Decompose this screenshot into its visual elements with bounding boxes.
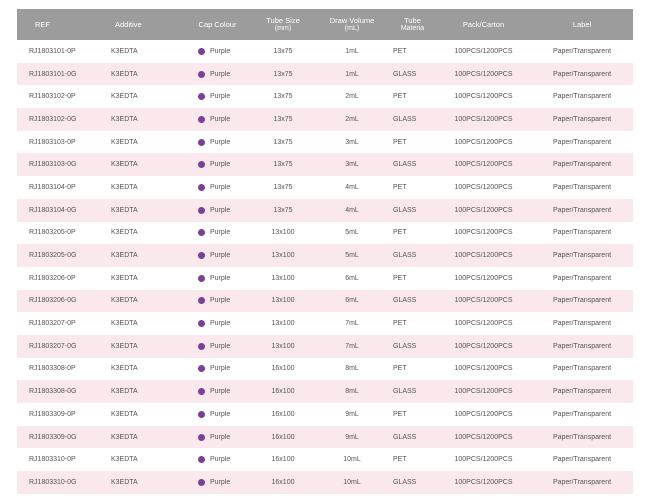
cell-tube-material: PET (393, 456, 407, 464)
header-label: Label (572, 19, 592, 29)
purple-cap-dot-icon (198, 139, 205, 146)
cell-tube-material: GLASS (393, 342, 417, 350)
cell-pack-carton: 100PCS/1200PCS (454, 115, 513, 123)
cell-additive: K3EDTA (111, 229, 138, 237)
table-header (17, 9, 633, 40)
cell-additive: K3EDTA (111, 410, 138, 418)
cell-ref: RJ1803102-0P (29, 93, 76, 101)
cell-cap-colour (184, 161, 251, 168)
purple-cap-dot-icon (198, 479, 205, 486)
cell-cap-colour (184, 93, 251, 100)
purple-cap-dot-icon (198, 343, 205, 350)
cell-ref: RJ1803310-0G (29, 478, 77, 486)
table-row (17, 176, 633, 199)
cell-cap-colour (184, 207, 251, 214)
cell-label: Paper/Transparent (552, 183, 612, 191)
cell-tube-size: 13x75 (273, 93, 293, 101)
cell-additive: K3EDTA (111, 456, 138, 464)
cell-label: Paper/Transparent (552, 410, 612, 418)
cell-tube-material: PET (393, 229, 407, 237)
cell-pack-carton: 100PCS/1200PCS (454, 365, 513, 373)
cell-tube-material: GLASS (393, 478, 417, 486)
purple-cap-dot-icon (198, 71, 205, 78)
cell-draw-volume: 3mL (345, 161, 359, 169)
cell-tube-material: GLASS (393, 70, 417, 78)
cell-draw-volume: 5mL (345, 252, 359, 260)
cell-cap-colour (184, 434, 251, 441)
cell-additive: K3EDTA (111, 388, 138, 396)
table-row (17, 312, 633, 335)
cell-ref: RJ1803104-0G (29, 206, 77, 214)
cell-draw-volume: 7mL (345, 320, 359, 328)
table-row (17, 108, 633, 131)
cell-ref: RJ1803205-0G (29, 252, 77, 260)
cell-tube-size: 16x100 (271, 456, 295, 464)
cell-label: Paper/Transparent (552, 320, 612, 328)
cell-cap-colour (184, 456, 251, 463)
header-tube-material-line1: Tube (404, 15, 421, 25)
cell-additive: K3EDTA (111, 342, 138, 350)
cell-ref: RJ1803102-0G (29, 115, 77, 123)
purple-cap-dot-icon (198, 456, 205, 463)
cell-ref: RJ1803207-0P (29, 320, 76, 328)
cell-ref: RJ1803101-0G (29, 70, 77, 78)
cell-cap-colour (184, 229, 251, 236)
cell-additive: K3EDTA (111, 206, 138, 214)
header-tube-size (251, 17, 315, 33)
cell-tube-material: GLASS (393, 388, 417, 396)
cell-pack-carton: 100PCS/1200PCS (454, 320, 513, 328)
table-row (17, 380, 633, 403)
cap-colour-text: Purple (210, 252, 231, 260)
header-tube-size-unit: (mm) (274, 24, 292, 32)
cell-draw-volume: 3mL (345, 138, 359, 146)
cell-ref: RJ1803308-0P (29, 365, 76, 373)
cell-ref: RJ1803206-0G (29, 297, 77, 305)
cell-draw-volume: 10mL (343, 456, 361, 464)
cell-pack-carton: 100PCS/1200PCS (454, 206, 513, 214)
cell-draw-volume: 1mL (345, 47, 359, 55)
cell-additive: K3EDTA (111, 252, 138, 260)
cell-additive: K3EDTA (111, 433, 138, 441)
header-tube-material (389, 17, 436, 33)
cell-tube-material: GLASS (393, 297, 417, 305)
table-row (17, 335, 633, 358)
table-row (17, 85, 633, 108)
cell-label: Paper/Transparent (552, 274, 612, 282)
cell-ref: RJ1803206-0P (29, 274, 76, 282)
cell-additive: K3EDTA (111, 161, 138, 169)
purple-cap-dot-icon (198, 411, 205, 418)
cell-pack-carton: 100PCS/1200PCS (454, 297, 513, 305)
cell-additive: K3EDTA (111, 183, 138, 191)
purple-cap-dot-icon (198, 365, 205, 372)
table-row (17, 222, 633, 245)
cap-colour-text: Purple (210, 115, 231, 123)
cell-cap-colour (184, 343, 251, 350)
table-row (17, 426, 633, 449)
cell-label: Paper/Transparent (552, 138, 612, 146)
purple-cap-dot-icon (198, 48, 205, 55)
cell-pack-carton: 100PCS/1200PCS (454, 70, 513, 78)
cell-tube-size: 16x100 (271, 433, 295, 441)
cap-colour-text: Purple (210, 478, 231, 486)
cell-tube-size: 13x100 (271, 274, 295, 282)
cell-cap-colour (184, 297, 251, 304)
cell-label: Paper/Transparent (552, 297, 612, 305)
table-row (17, 199, 633, 222)
header-tube-material-line2: Materia (400, 24, 425, 32)
table-row (17, 267, 633, 290)
cell-tube-size: 16x100 (271, 478, 295, 486)
cell-pack-carton: 100PCS/1200PCS (454, 274, 513, 282)
cell-label: Paper/Transparent (552, 456, 612, 464)
cell-ref: RJ1803207-0G (29, 342, 77, 350)
cell-tube-size: 16x100 (271, 410, 295, 418)
table-body (17, 40, 633, 494)
cell-draw-volume: 10mL (343, 478, 361, 486)
purple-cap-dot-icon (198, 161, 205, 168)
cell-tube-material: GLASS (393, 252, 417, 260)
purple-cap-dot-icon (198, 275, 205, 282)
cell-tube-size: 13x100 (271, 342, 295, 350)
cell-tube-material: PET (393, 47, 407, 55)
cell-pack-carton: 100PCS/1200PCS (454, 93, 513, 101)
purple-cap-dot-icon (198, 184, 205, 191)
cell-pack-carton: 100PCS/1200PCS (454, 456, 513, 464)
cell-label: Paper/Transparent (552, 206, 612, 214)
purple-cap-dot-icon (198, 229, 205, 236)
cap-colour-text: Purple (210, 320, 231, 328)
cell-ref: RJ1803309-0G (29, 433, 77, 441)
cell-additive: K3EDTA (111, 478, 138, 486)
cap-colour-text: Purple (210, 297, 231, 305)
cell-pack-carton: 100PCS/1200PCS (454, 138, 513, 146)
cap-colour-text: Purple (210, 342, 231, 350)
cell-additive: K3EDTA (111, 297, 138, 305)
cell-tube-size: 13x75 (273, 47, 293, 55)
cell-tube-size: 13x75 (273, 183, 293, 191)
table-row (17, 63, 633, 86)
cell-label: Paper/Transparent (552, 93, 612, 101)
cell-additive: K3EDTA (111, 138, 138, 146)
cell-additive: K3EDTA (111, 320, 138, 328)
cell-label: Paper/Transparent (552, 388, 612, 396)
cell-tube-material: GLASS (393, 433, 417, 441)
cell-ref: RJ1803103-0G (29, 161, 77, 169)
cell-tube-material: PET (393, 183, 407, 191)
cell-tube-size: 13x100 (271, 252, 295, 260)
cell-label: Paper/Transparent (552, 229, 612, 237)
cell-draw-volume: 1mL (345, 70, 359, 78)
cell-cap-colour (184, 139, 251, 146)
cell-label: Paper/Transparent (552, 70, 612, 78)
cell-label: Paper/Transparent (552, 252, 612, 260)
cell-draw-volume: 5mL (345, 229, 359, 237)
purple-cap-dot-icon (198, 388, 205, 395)
cell-cap-colour (184, 252, 251, 259)
cell-additive: K3EDTA (111, 115, 138, 123)
cell-additive: K3EDTA (111, 93, 138, 101)
cell-cap-colour (184, 411, 251, 418)
cell-cap-colour (184, 320, 251, 327)
cell-label: Paper/Transparent (552, 478, 612, 486)
cell-draw-volume: 6mL (345, 274, 359, 282)
header-pack-carton: Pack/Carton (462, 19, 505, 29)
cell-additive: K3EDTA (111, 70, 138, 78)
cell-draw-volume: 4mL (345, 206, 359, 214)
purple-cap-dot-icon (198, 116, 205, 123)
table-row (17, 40, 633, 63)
cell-tube-material: GLASS (393, 161, 417, 169)
header-ref: REF (35, 19, 50, 29)
cell-tube-size: 13x75 (273, 70, 293, 78)
cap-colour-text: Purple (210, 274, 231, 282)
cap-colour-text: Purple (210, 183, 231, 191)
header-tube-size-label: Tube Size (266, 15, 300, 25)
cell-draw-volume: 8mL (345, 365, 359, 373)
cap-colour-text: Purple (210, 410, 231, 418)
cell-pack-carton: 100PCS/1200PCS (454, 47, 513, 55)
cell-label: Paper/Transparent (552, 342, 612, 350)
cell-pack-carton: 100PCS/1200PCS (454, 161, 513, 169)
cell-tube-size: 13x100 (271, 229, 295, 237)
purple-cap-dot-icon (198, 434, 205, 441)
cell-tube-material: PET (393, 274, 407, 282)
cell-cap-colour (184, 184, 251, 191)
cell-tube-size: 13x75 (273, 115, 293, 123)
cell-tube-material: PET (393, 320, 407, 328)
table-row (17, 244, 633, 267)
cell-tube-material: PET (393, 365, 407, 373)
header-draw-volume-unit: (mL) (344, 24, 360, 32)
cell-ref: RJ1803309-0P (29, 410, 76, 418)
product-table (17, 9, 633, 494)
cell-label: Paper/Transparent (552, 161, 612, 169)
cell-pack-carton: 100PCS/1200PCS (454, 388, 513, 396)
cell-cap-colour (184, 71, 251, 78)
cell-cap-colour (184, 365, 251, 372)
cell-tube-material: PET (393, 138, 407, 146)
cell-pack-carton: 100PCS/1200PCS (454, 183, 513, 191)
cell-label: Paper/Transparent (552, 433, 612, 441)
cell-draw-volume: 6mL (345, 297, 359, 305)
cap-colour-text: Purple (210, 229, 231, 237)
purple-cap-dot-icon (198, 320, 205, 327)
cell-ref: RJ1803104-0P (29, 183, 76, 191)
cap-colour-text: Purple (210, 161, 231, 169)
table-row (17, 153, 633, 176)
cell-draw-volume: 2mL (345, 115, 359, 123)
header-cap-colour: Cap Colour (198, 19, 237, 29)
cap-colour-text: Purple (210, 365, 231, 373)
table-row (17, 471, 633, 494)
header-draw-volume (315, 17, 389, 33)
table-row (17, 448, 633, 471)
cap-colour-text: Purple (210, 47, 231, 55)
cell-pack-carton: 100PCS/1200PCS (454, 410, 513, 418)
cell-cap-colour (184, 479, 251, 486)
cell-ref: RJ1803101-0P (29, 47, 76, 55)
cell-draw-volume: 4mL (345, 183, 359, 191)
cell-tube-size: 13x75 (273, 138, 293, 146)
cell-pack-carton: 100PCS/1200PCS (454, 252, 513, 260)
header-additive: Additive (115, 19, 142, 29)
cell-tube-material: PET (393, 410, 407, 418)
table-row (17, 290, 633, 313)
cell-draw-volume: 9mL (345, 410, 359, 418)
cell-label: Paper/Transparent (552, 365, 612, 373)
cell-draw-volume: 8mL (345, 388, 359, 396)
cap-colour-text: Purple (210, 456, 231, 464)
cap-colour-text: Purple (210, 70, 231, 78)
cap-colour-text: Purple (210, 138, 231, 146)
cell-tube-size: 13x75 (273, 206, 293, 214)
cap-colour-text: Purple (210, 93, 231, 101)
cell-pack-carton: 100PCS/1200PCS (454, 342, 513, 350)
cell-cap-colour (184, 116, 251, 123)
cell-ref: RJ1803103-0P (29, 138, 76, 146)
cell-draw-volume: 9mL (345, 433, 359, 441)
cell-tube-size: 16x100 (271, 365, 295, 373)
cell-additive: K3EDTA (111, 47, 138, 55)
cell-pack-carton: 100PCS/1200PCS (454, 433, 513, 441)
cell-cap-colour (184, 48, 251, 55)
cell-label: Paper/Transparent (552, 115, 612, 123)
cell-tube-material: GLASS (393, 115, 417, 123)
cell-pack-carton: 100PCS/1200PCS (454, 229, 513, 237)
cap-colour-text: Purple (210, 206, 231, 214)
cell-ref: RJ1803308-0G (29, 388, 77, 396)
header-draw-volume-label: Draw Volume (329, 15, 375, 25)
cell-ref: RJ1803205-0P (29, 229, 76, 237)
cell-tube-size: 13x100 (271, 297, 295, 305)
cell-tube-material: PET (393, 93, 407, 101)
table-row (17, 403, 633, 426)
table-row (17, 358, 633, 381)
cell-additive: K3EDTA (111, 365, 138, 373)
purple-cap-dot-icon (198, 252, 205, 259)
cell-cap-colour (184, 388, 251, 395)
cell-ref: RJ1803310-0P (29, 456, 76, 464)
cell-tube-size: 16x100 (271, 388, 295, 396)
cap-colour-text: Purple (210, 433, 231, 441)
cell-draw-volume: 2mL (345, 93, 359, 101)
table-row (17, 131, 633, 154)
purple-cap-dot-icon (198, 93, 205, 100)
cap-colour-text: Purple (210, 388, 231, 396)
purple-cap-dot-icon (198, 297, 205, 304)
cell-pack-carton: 100PCS/1200PCS (454, 478, 513, 486)
cell-label: Paper/Transparent (552, 47, 612, 55)
cell-cap-colour (184, 275, 251, 282)
cell-tube-material: GLASS (393, 206, 417, 214)
cell-tube-size: 13x75 (273, 161, 293, 169)
cell-draw-volume: 7mL (345, 342, 359, 350)
purple-cap-dot-icon (198, 207, 205, 214)
cell-tube-size: 13x100 (271, 320, 295, 328)
cell-additive: K3EDTA (111, 274, 138, 282)
